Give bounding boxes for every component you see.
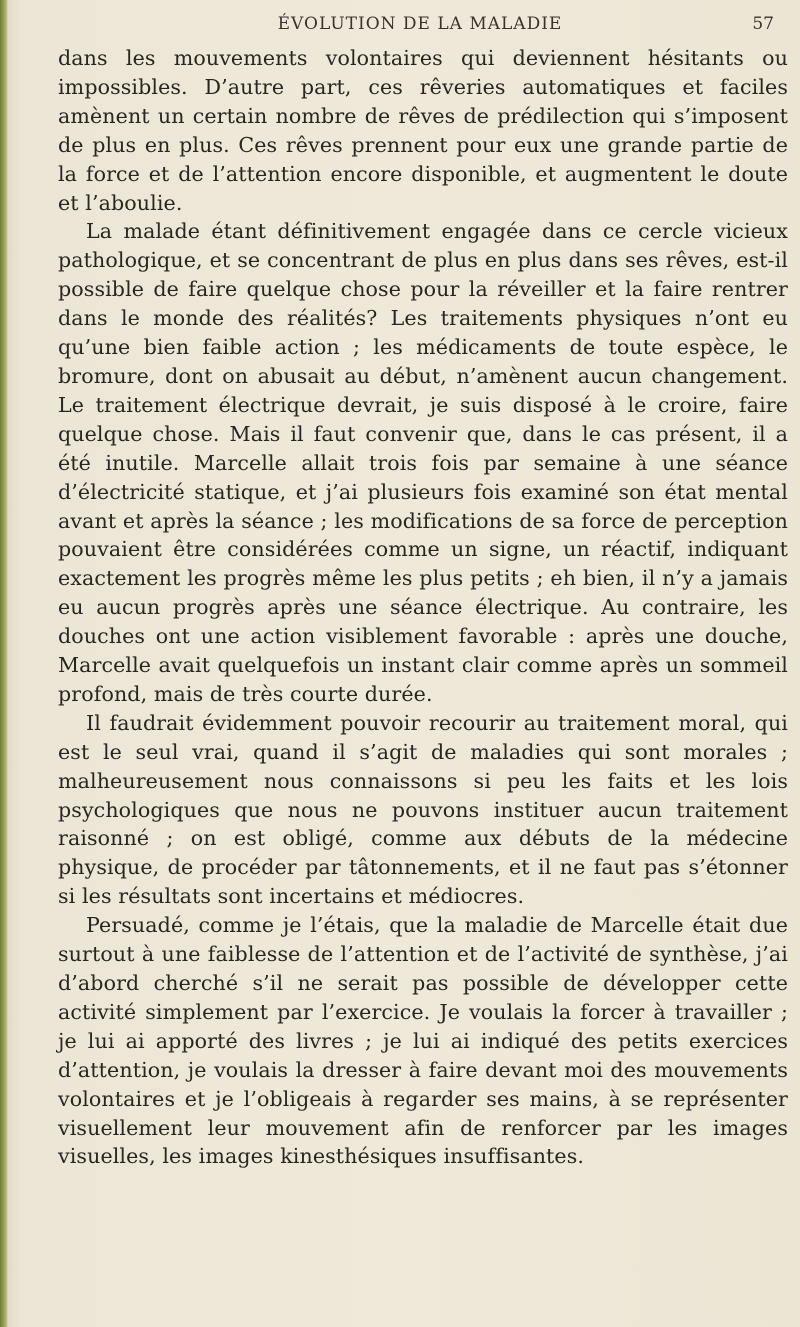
paragraph-3: Il faudrait évidemment pouvoir recourir au traitement moral, qui est le seul vrai, quand il s’agit de maladies qui sont morales ; malheureusement nous connaissons si peu les faits et les lois psychologiques que nous ne pouvons instituer aucun traitement raisonné ; on est obligé, comme aux débuts de la médecine physique, de procéder par tâtonnements, et il ne faut pas s’étonner si les résultats sont incertains et médiocres. xyxy=(58,710,788,909)
running-head-title: ÉVOLUTION DE LA MALADIE xyxy=(277,14,563,34)
running-head xyxy=(60,8,780,38)
paragraph-2: La malade étant définitivement engagée dans ce cercle vicieux pathologique, et se concentrant de plus en plus dans ses rêves, est-il possible de faire quelque chose pour la réveiller et la faire rentrer dans le monde des réalités? Les traitements physiques n’ont eu qu’une bien faible action ; les médicaments de toute espèce, le bromure, dont on abusait au début, n’amènent aucun changement. Le traitement électrique devrait, je suis disposé à le croire, faire quelque chose. Mais il faut convenir que, dans le cas présent, il a été inutile. Marcelle allait trois fois par semaine à une séance d’électricité statique, et j’ai plusieurs fois examiné son état mental avant et après la séance ; les modifications de sa force de perception pouvaient être considérées comme un signe, un réactif, indiquant exactement les progrès même les plus petits ; eh bien, il n’y a jamais eu aucun progrès après une séance électrique. Au contraire, les douches ont une action visiblement favorable : après une douche, Marcelle avait quelquefois un instant clair comme après un sommeil profond, mais de très courte durée. xyxy=(58,219,788,706)
paragraph-4: Persuadé, comme je l’étais, que la maladie de Marcelle était due surtout à une faiblesse de l’attention et de l’activité de synthèse, j’ai d’abord cherché s’il ne serait pas possible de développer cette activité simplement par l’exercice. Je voulais la forcer à travailler ; je lui ai apporté des livres ; je lui ai indiqué des petits exercices d’attention, je voulais la dresser à faire devant moi des mouvements volontaires et je l’obligeais à regarder ses mains, à se représenter visuellement leur mouvement afin de renforcer par les images visuelles, les images kinesthésiques insuffisantes. xyxy=(58,913,788,1169)
page-number: 57 xyxy=(752,14,774,34)
page-gutter-edge xyxy=(0,0,8,1327)
paragraph-1: dans les mouvements volontaires qui deviennent hésitants ou impossibles. D’autre part, ces rêveries automatiques et faciles amènent un certain nombre de rêves de prédilection qui s’imposent de plus en plus. Ces rêves prennent pour eux une grande partie de la force et de l’attention encore disponible, et augmentent le doute et l’aboulie. xyxy=(58,46,788,215)
body-text xyxy=(58,44,788,1171)
